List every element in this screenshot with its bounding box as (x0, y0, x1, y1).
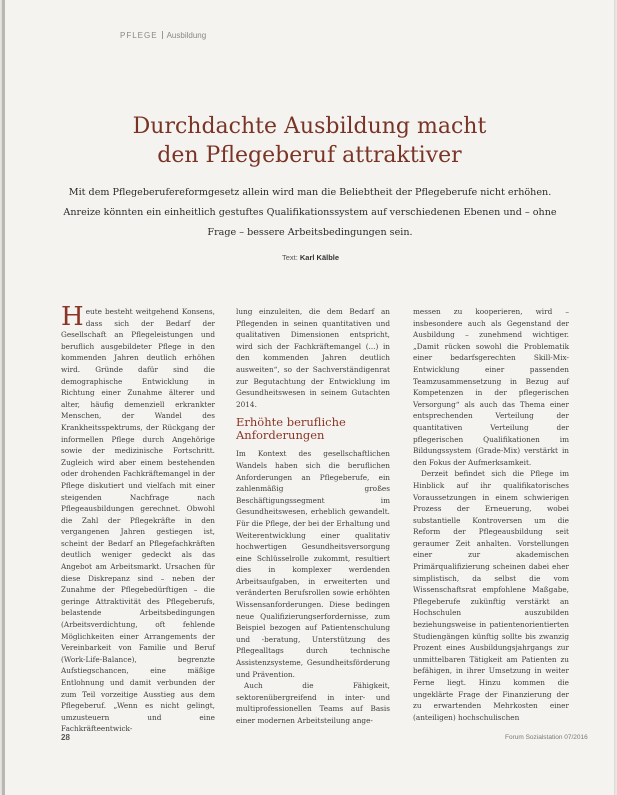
subsection-label: Ausbildung (166, 31, 207, 40)
body-column-2 (236, 306, 390, 727)
column-2-paragraph-1: lung einzuleiten, die dem Bedarf an Pflegenden in seinen quantitativen und qualitativen Dimensionen entspricht, wird sich der Fachkräftemangel (...) in den kommenden Jahren deutlich ausweiten“, so der Sachverständigenrat zur Begutachtung der Entwicklung im Gesundheitswesen in seinem Gutachten 2014. (236, 307, 390, 409)
body-column-3 (413, 306, 569, 723)
page-gutter-edge (2, 0, 5, 795)
article-headline (62, 112, 557, 170)
headline-line-1: Durchdachte Ausbildung macht (132, 114, 487, 139)
magazine-page (2, 0, 614, 795)
drop-cap: H (61, 302, 84, 332)
headline-line-2: den Pflegeberuf attraktiver (157, 143, 462, 168)
running-head (120, 31, 206, 40)
byline (2, 253, 617, 262)
byline-prefix: Text: (281, 253, 298, 262)
column-1-paragraph-1: Heute besteht weitgehend Konsens, dass sich der Bedarf der Gesellschaft an Pflegeleistungen und beruflich ausgebildeter Pflege in den kommenden Jahren deutlich erhöhen wird. Gründe dafür sind die demographische Entwicklung in Richtung einer Zunahme älterer und alter, häufig demenziell erkrankter Menschen, der Wandel des Krankheitsspektrums, der Rückgang der informellen Pflege durch Angehörige sowie der medizinische Fortschritt. Zugleich wird aber einem bestehenden oder drohenden Fachkräftemangel in der Pflege diskutiert und vielfach mit einer steigenden Nachfrage nach Pflegeausbildungen gerechnet. Obwohl die Zahl der Pflegekräfte in den vergangenen Jahren gestiegen ist, scheint der Bedarf an Pflegefachkräften deutlich weniger gedeckt als das Angebot am Arbeitsmarkt. Ursachen für diese Diskrepanz sind – neben der Zunahme der Pflegebedürftigen – die geringe Attraktivität des Pflegeberufs, belastende Arbeitsbedingungen (Arbeitsverdichtung, oft fehlende Möglichkeiten einer Arrangements der Vereinbarkeit von Familie und Beruf (Work-Life-Balance), begrenzte Aufstiegschancen, eine mäßige Entlohnung und damit verbunden der zum Teil vorzeitige Ausstieg aus dem Pflegeberuf. „Wenn es nicht gelingt, umzusteuern und eine Fachkräfteentwick- (61, 302, 215, 734)
column-2-paragraph-2: Im Kontext des gesellschaftlichen Wandels haben sich die beruflichen Anforderungen an Pflegeberufe, ein zahlenmäßig großes Beschäftigungssegment im Gesundheitswesen, erheblich gewandelt. Für die Pflege, der bei der Erhaltung und Weiterentwicklung einer qualitativ hochwertigen Gesundheitsversorgung eine Schlüsselrolle zukommt, resultiert dies in komplexer werdenden Arbeitsaufgaben, in erweiterten und veränderten Berufsrollen sowie erhöhten Wissensanforderungen. Diese bedingen neue Qualifizierungserfordernisse, zum Beispiel bezogen auf Patientenschulung und -beratung, Unterstützung des Pflegealltags durch technische Assistenzsysteme, Gesundheitsförderung und Prävention. (236, 449, 390, 679)
body-column-1 (61, 302, 215, 735)
article-deck: Mit dem Pflegeberufereformgesetz allein wird man die Beliebtheit der Pflegeberufe nicht erhöhen. Anreize könnten ein einheitlich gestuftes Qualifikationssystem auf verschiedenen Ebenen und – ohne Frage – bessere Arbeitsbedingungen sein. (63, 187, 557, 238)
section-subhead: Erhöhte berufliche Anforderungen (236, 415, 346, 443)
column-3-paragraph-2: Derzeit befindet sich die Pflege im Hinblick auf ihr qualifikatorisches Voraussetzungen in einem schwierigen Prozess der Erneuerung, wobei substantielle Kontroversen um die Reform der Pflegeausbildung seit geraumer Zeit anhalten. Vorstellungen einer zur akademischen Primärqualifizierung scheinen dabei eher simplistisch, da selbst die vom Wissenschaftsrat empfohlene Maßgabe, Pflegeberufe zukünftig verstärkt an Hochschulen auszubilden beziehungsweise in patientenorientierten Studiengängen künftig sollte bis zwanzig Prozent eines Ausbildungsjahrgangs zur unmittelbaren Tätigkeit am Patienten zu befähigen, in ihrer Umsetzung in weiter Ferne liegt. Hinzu kommen die ungeklärte Frage der Finanzierung der zu erwartenden Mehrkosten einer (anteiligen) hochschulischen (413, 469, 569, 722)
byline-author: Karl Kälble (299, 253, 340, 262)
column-2-paragraph-3: Auch die Fähigkeit, sektorenübergreifend in inter- und multiprofessionellen Teams auf Basis einer modernen Arbeitsteilung ange- (236, 681, 390, 725)
running-head-divider (162, 31, 163, 39)
page-number: 28 (61, 733, 70, 742)
section-label: PFLEGE (120, 31, 158, 40)
column-3-paragraph-1: messen zu kooperieren, wird – insbesondere auch als Gegenstand der Ausbildung – zunehmend wichtiger. „Damit rücken sowohl die Problematik einer bedarfsgerechten Skill-Mix-Entwicklung einer passenden Teamzusammensetzung in Bezug auf Kompetenzen in der pflegerischen Versorgung“ als auch das Thema einer entsprechenden Verteilung der quantitativen Verteilung der pflegerischen Qualifikationen im Bildungssystem (Grade-Mix) verstärkt in den Fokus der Aufmerksamkeit. (413, 307, 569, 467)
magazine-footer: Forum Sozialstation 07/2016 (505, 734, 588, 741)
